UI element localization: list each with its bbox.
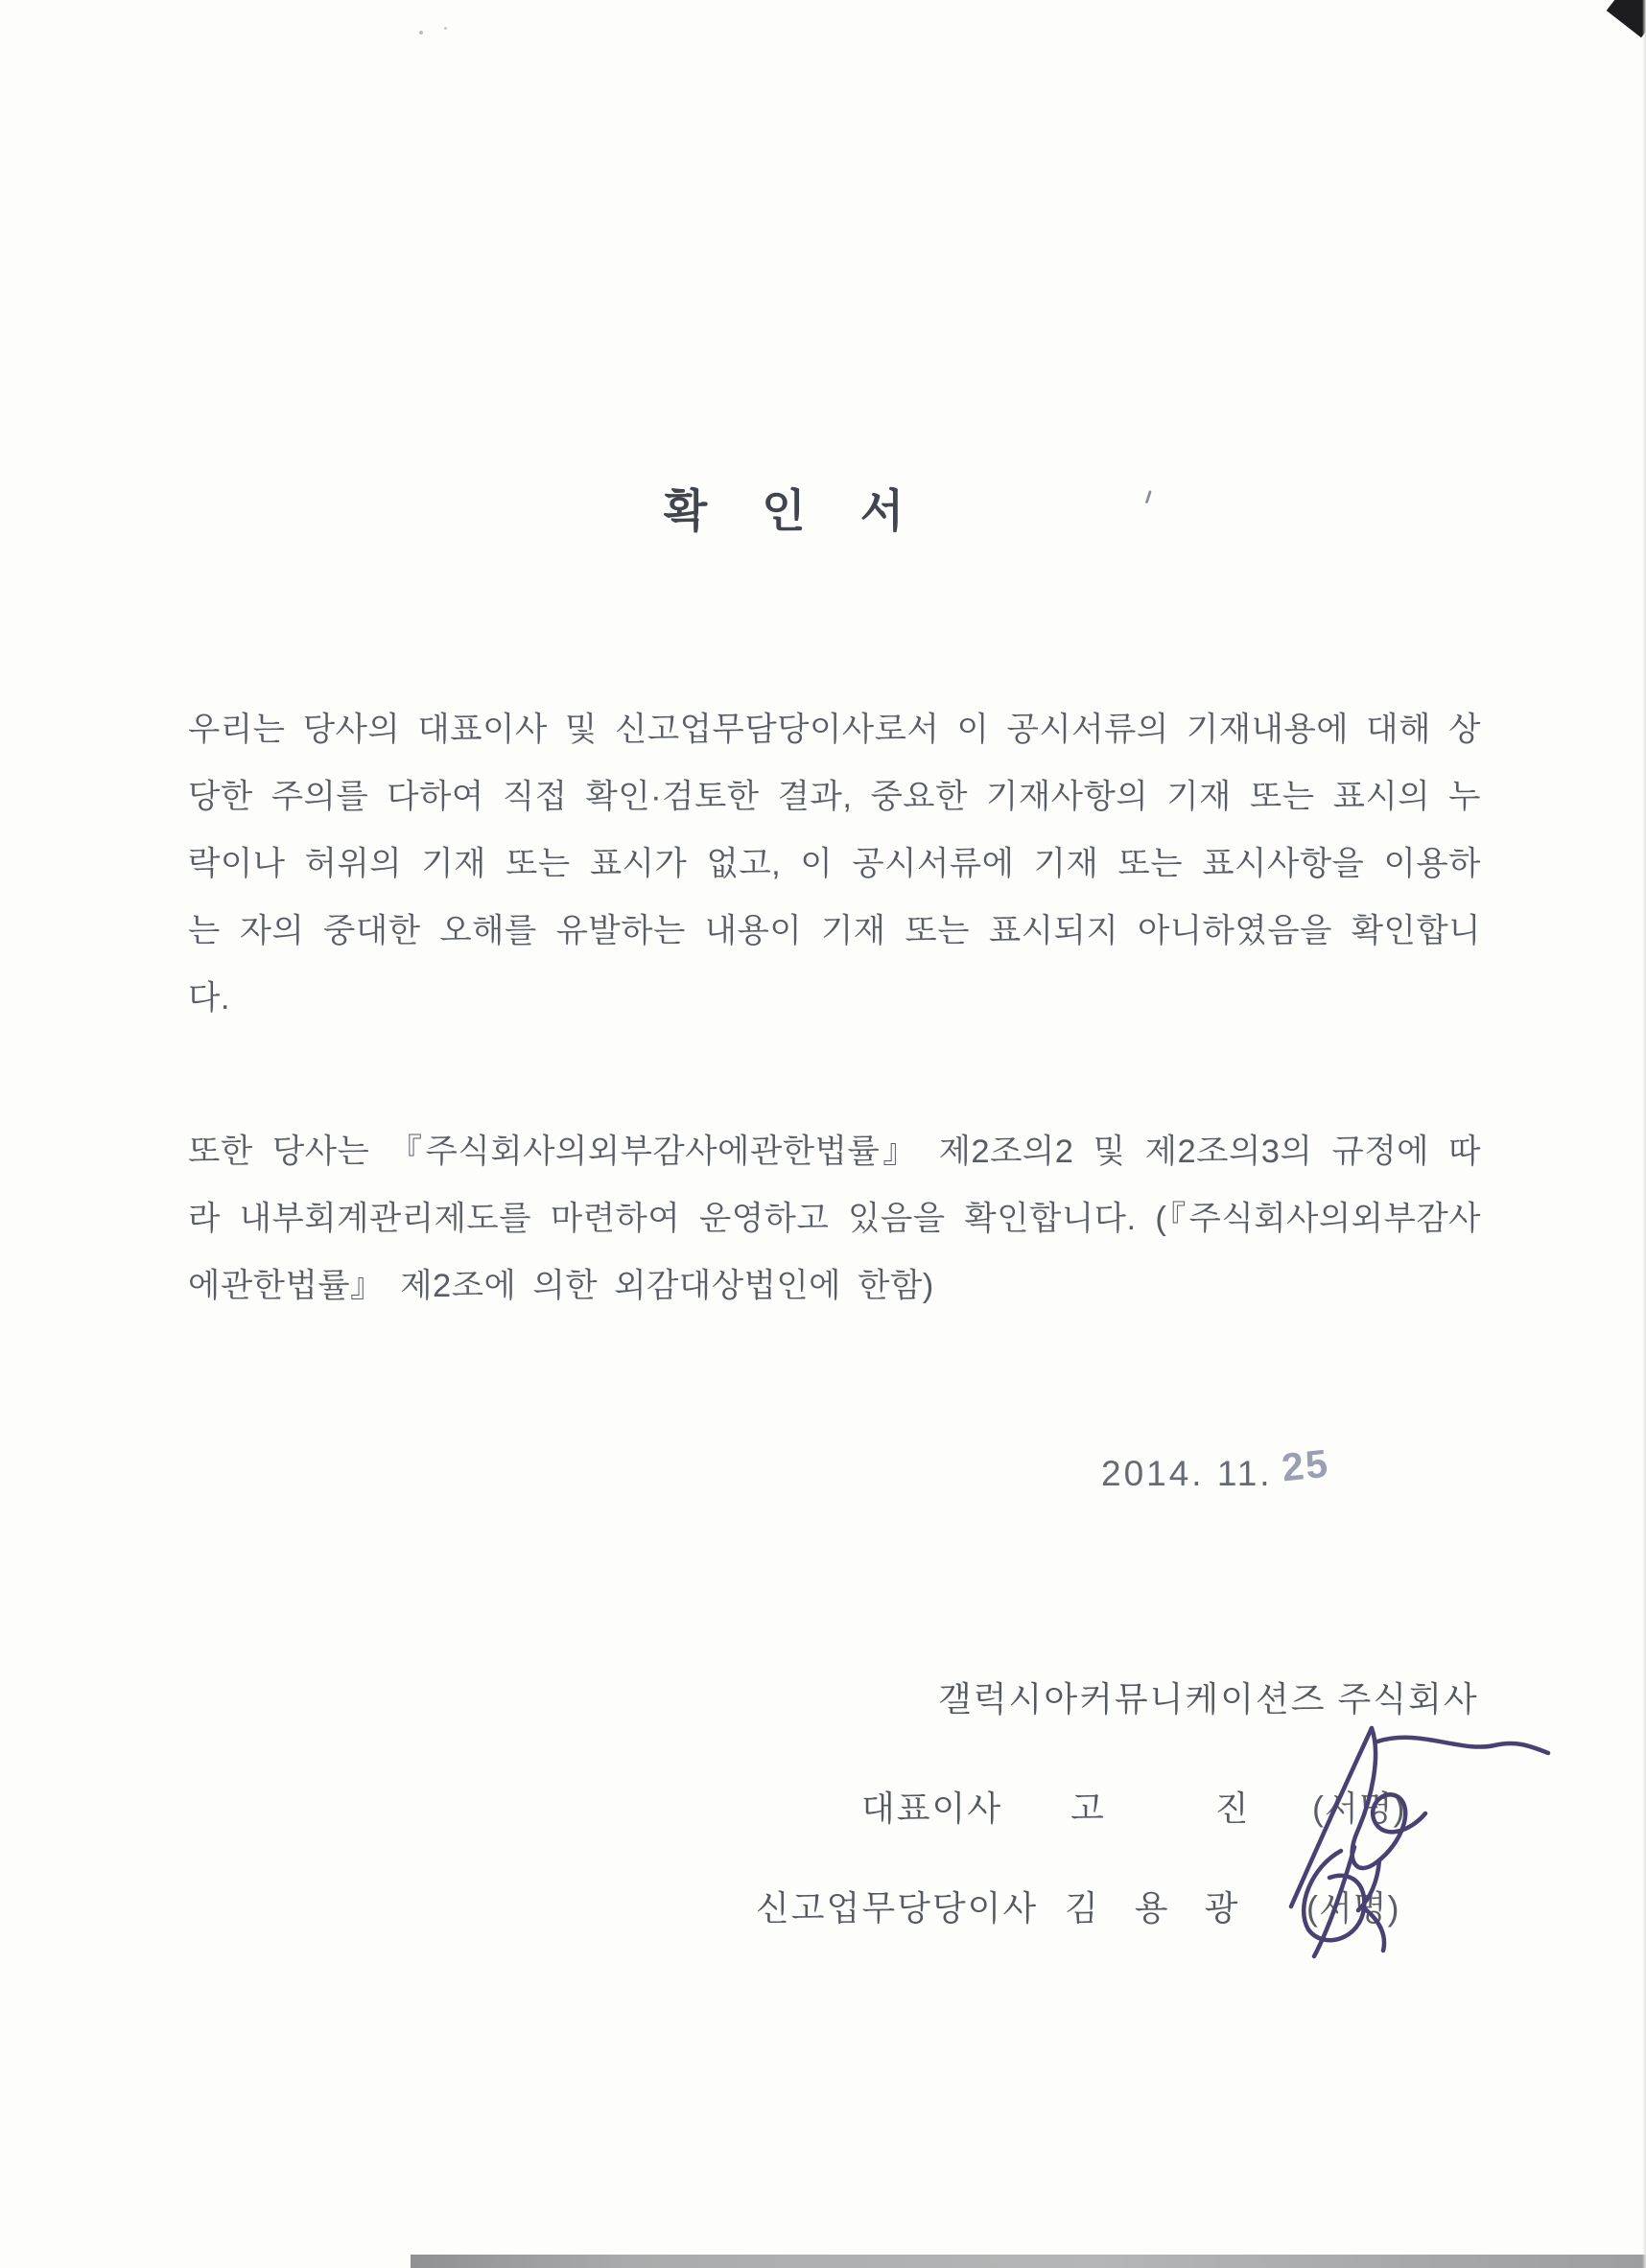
sign-label-officer: (서명) — [1306, 1888, 1400, 1928]
signer-name-officer: 김 용 광 — [1065, 1888, 1238, 1928]
signer-row-ceo — [861, 1782, 1249, 1831]
sign-label-ceo: (서명) — [1312, 1789, 1406, 1828]
paragraph-internal-accounting: 또한 당사는 『주식회사의외부감사에관한법률』 제2조의2 및 제2조의3의 규정에 따라 내부회계관리제도를 마련하여 운영하고 있음을 확인합니다. (『주식회사의외부감사에관한법률』 제2조에 의한 외감대상법인에 한함) — [188, 1134, 1481, 1304]
date-handwritten-day: 25 — [1279, 1440, 1331, 1490]
signer-name-ceo: 고 진 — [1070, 1789, 1249, 1828]
signer-role-officer: 신고업무당당이사 — [756, 1888, 1039, 1928]
paragraph-certification: 우리는 당사의 대표이사 및 신고업무담당이사로서 이 공시서류의 기재내용에 대해 상당한 주의를 다하여 직접 확인·검토한 결과, 중요한 기재사항의 기재 또는 표시의 누락이나 허위의 기재 또는 표시가 없고, 이 공시서류에 기재 또는 표시사항을 이용하는 자의 중대한 오해를 유발하는 내용이 기재 또는 표시되지 아니하였음을 확인합니다. — [188, 712, 1481, 1017]
signer-row-officer — [756, 1882, 1237, 1930]
scan-bottom-edge-artifact — [411, 2255, 1646, 2268]
scan-corner-artifact — [1607, 0, 1646, 37]
document-title: 확 인 서 — [663, 485, 926, 536]
date-printed: 2014. 11. — [1101, 1454, 1273, 1493]
date-line — [1101, 1440, 1331, 1495]
company-name: 갤럭시아커뮤니케이션즈 주식회사 — [938, 1679, 1479, 1719]
scan-speck — [419, 31, 423, 35]
signer-role-ceo: 대표이사 — [861, 1789, 1003, 1828]
scan-speck — [444, 27, 447, 30]
